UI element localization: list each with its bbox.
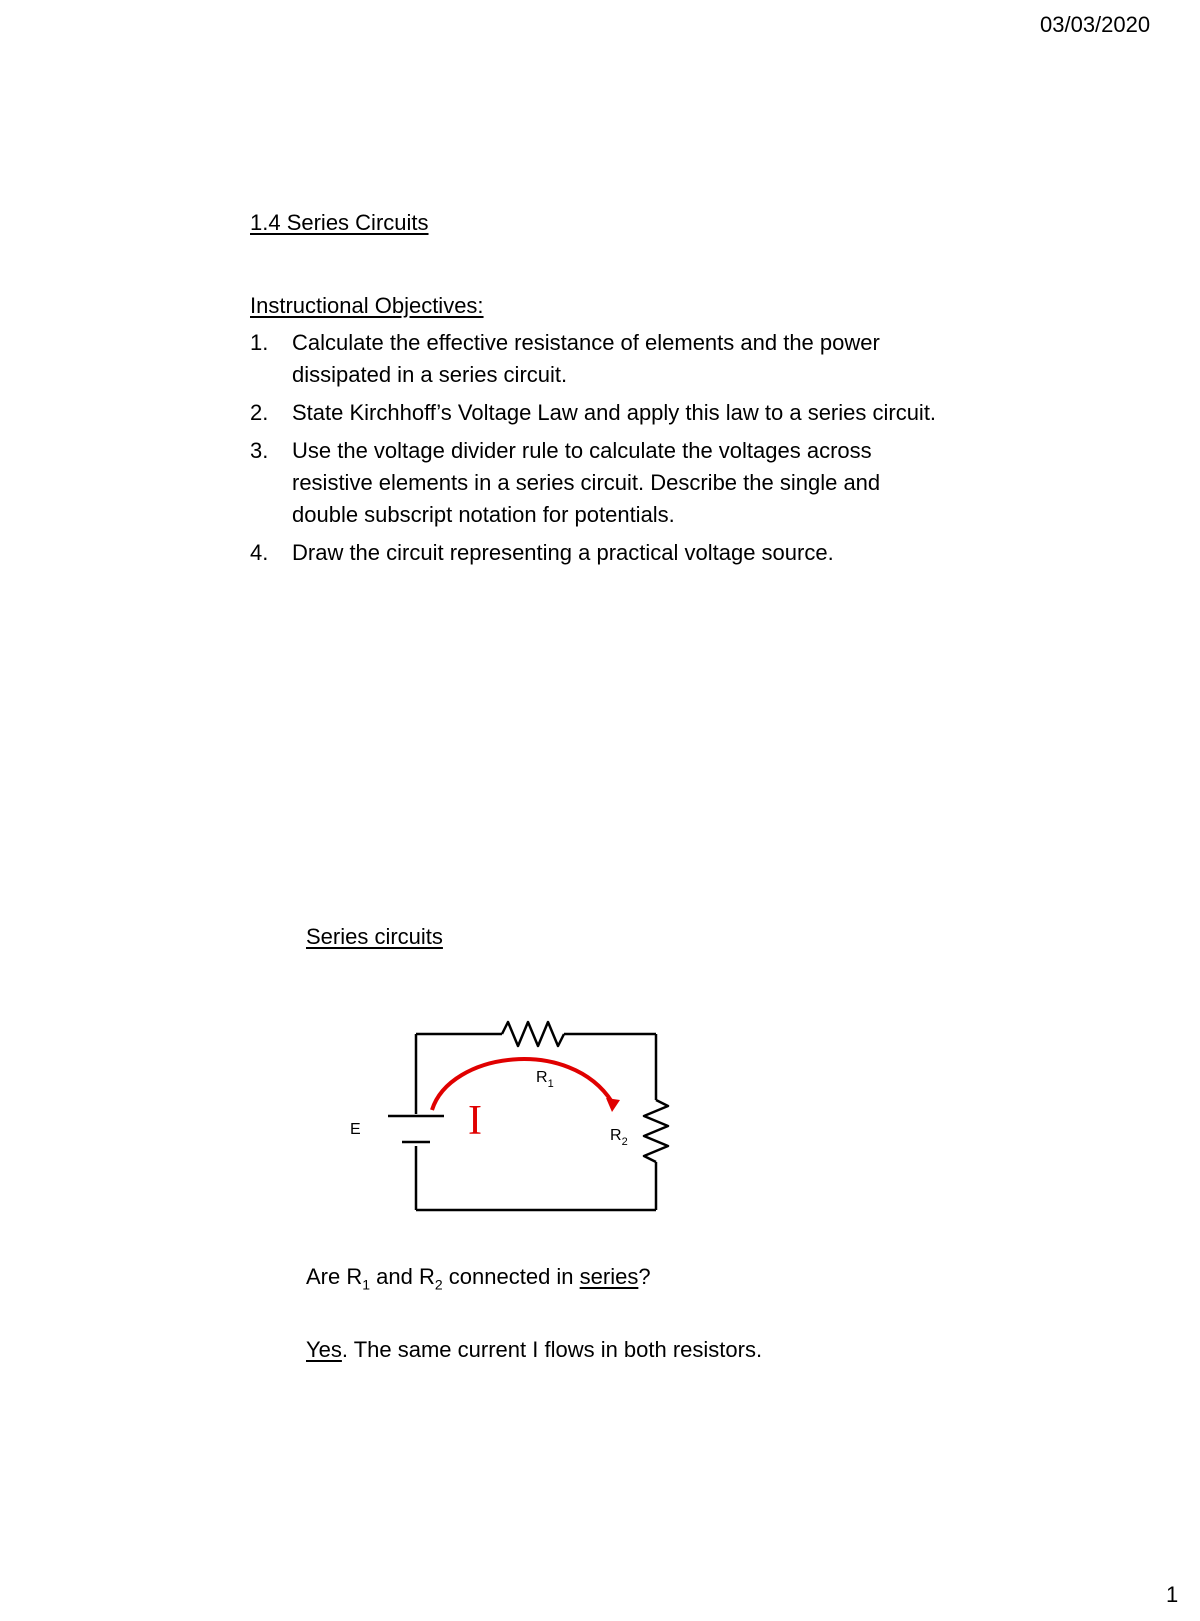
r1-label: $R_1$: [536, 1069, 554, 1090]
series-circuit-diagram: [340, 1010, 680, 1230]
r1-resistor-icon: [502, 1022, 564, 1046]
section-title: 1.4 Series Circuits: [250, 210, 429, 235]
objective-item: [250, 327, 950, 391]
objective-text: Use the voltage divider rule to calculate the voltages across resistive elements in a series circuit. Describe the single and double subscript notation for potentials.: [292, 438, 881, 527]
objective-text: Calculate the effective resistance of elements and the power dissipated in a series circuit.: [292, 330, 880, 387]
page-number: 1: [1166, 1582, 1179, 1607]
question-text: connected in: [442, 1264, 580, 1289]
objective-item: [250, 435, 950, 531]
objective-number: 4.: [250, 540, 269, 565]
current-label: I: [468, 1098, 482, 1144]
r2-label: $R_2$: [610, 1127, 628, 1148]
objectives-list: [250, 327, 950, 575]
objective-item: [250, 537, 950, 569]
series-question: [306, 1264, 651, 1292]
objective-number: 3.: [250, 438, 269, 463]
question-text: and R: [370, 1264, 435, 1289]
objective-text: Draw the circuit representing a practical voltage source.: [292, 540, 834, 565]
question-subscript: 2: [434, 1276, 443, 1293]
series-answer: [306, 1334, 826, 1366]
question-emphasis: series: [579, 1264, 639, 1289]
question-subscript: 1: [362, 1276, 371, 1293]
question-text: ?: [638, 1264, 651, 1289]
current-arrow-icon: [432, 1059, 612, 1110]
objective-number: 2.: [250, 400, 269, 425]
current-arrowhead-icon: [606, 1098, 620, 1112]
source-label: E: [350, 1121, 361, 1138]
objectives-heading: Instructional Objectives:: [250, 293, 484, 318]
answer-text: . The same current I flows in both resistors.: [341, 1337, 763, 1362]
objective-item: [250, 397, 950, 429]
series-circuits-heading: Series circuits: [306, 924, 443, 949]
answer-emphasis: Yes: [306, 1337, 342, 1362]
objective-number: 1.: [250, 330, 269, 355]
page-date: 03/03/2020: [1040, 12, 1151, 37]
question-text: Are R: [306, 1264, 363, 1289]
r2-resistor-icon: [644, 1100, 668, 1162]
objective-text: State Kirchhoff’s Voltage Law and apply this law to a series circuit.: [292, 400, 937, 425]
